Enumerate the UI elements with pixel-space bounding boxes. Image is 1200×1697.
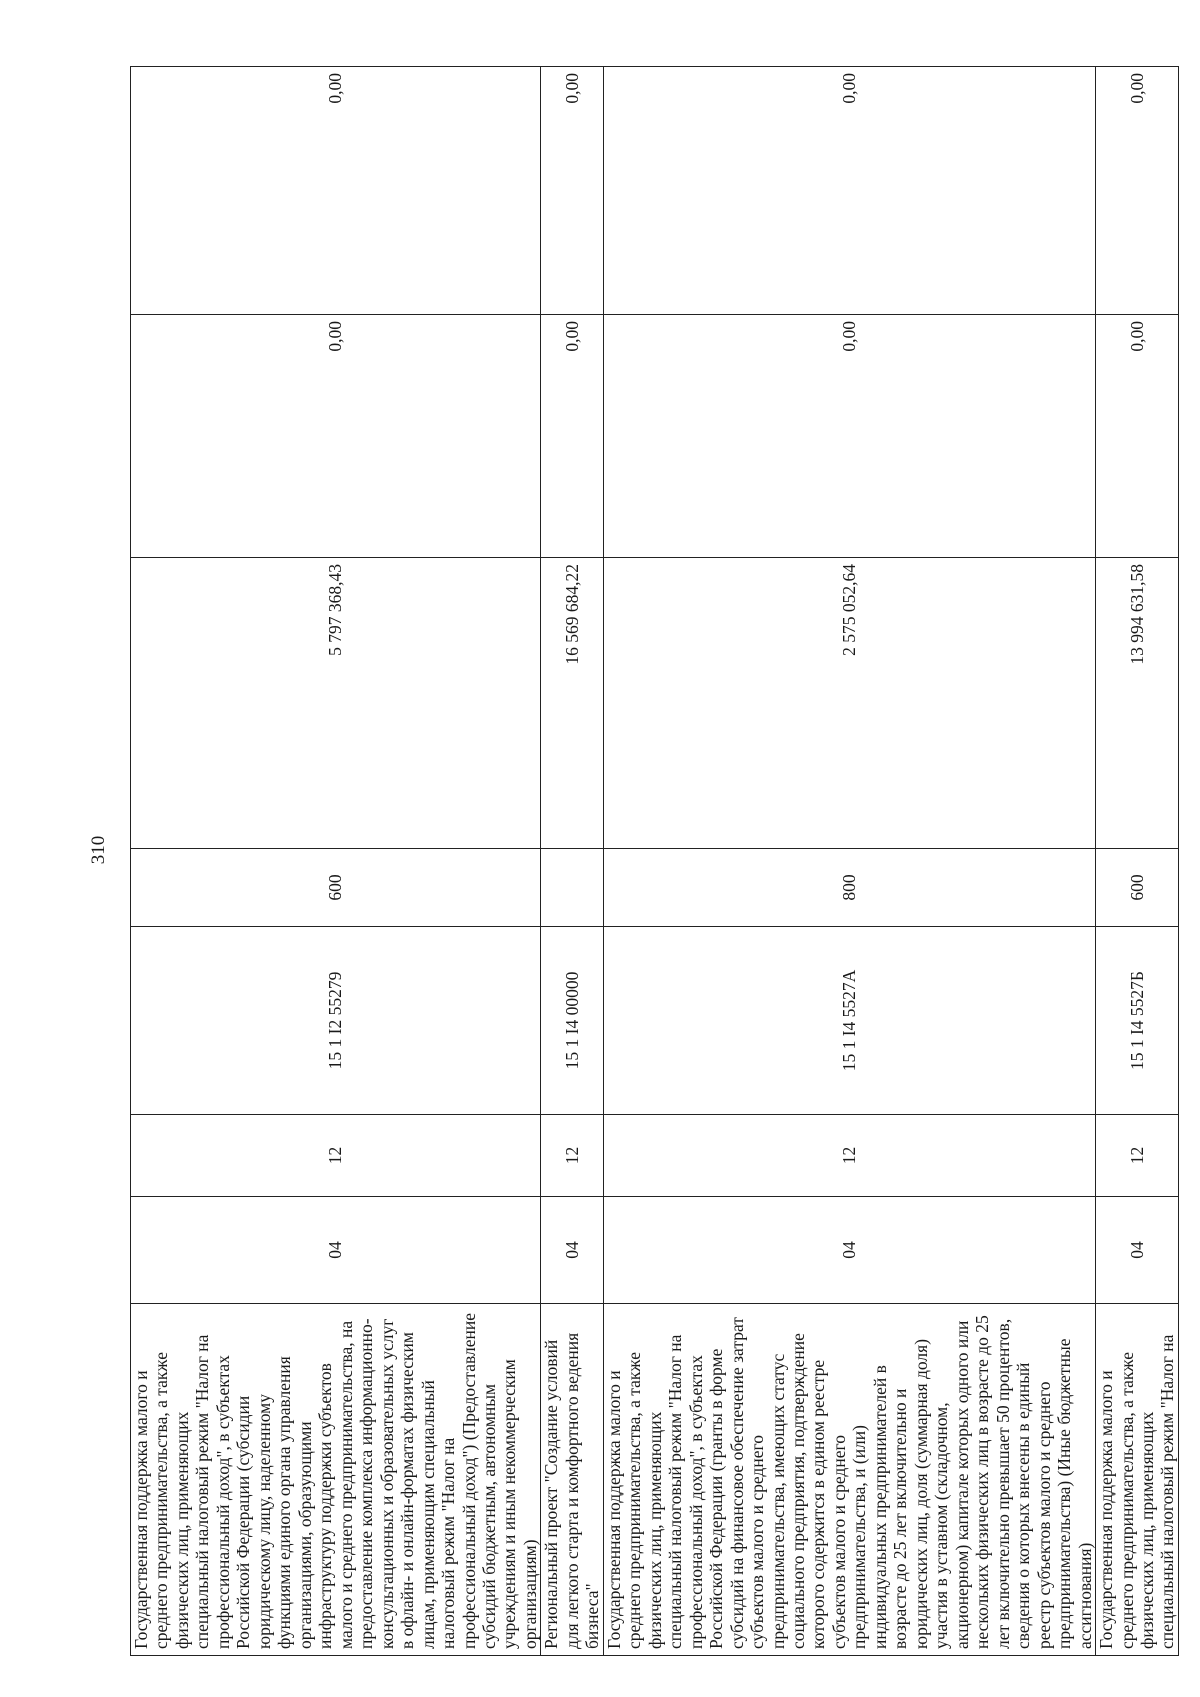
row-target-code: 15 1 I4 5527Б	[1096, 927, 1179, 1115]
row-target-code: 15 1 I4 5527А	[603, 927, 1095, 1115]
row-subsection-code: 12	[603, 1115, 1095, 1197]
row-target-code: 15 1 I2 55279	[131, 927, 541, 1115]
row-subsection-code: 12	[1096, 1115, 1179, 1197]
row-amount-1: 13 994 631,58	[1096, 558, 1179, 849]
page-number: 310	[88, 835, 109, 865]
row-amount-1: 2 575 052,64	[603, 558, 1095, 849]
row-expense-type: 800	[603, 849, 1095, 927]
table-row	[131, 67, 541, 1656]
row-section-code: 04	[541, 1197, 603, 1304]
row-amount-3: 0,00	[1096, 67, 1179, 315]
row-subsection-code: 12	[131, 1115, 541, 1197]
row-expense-type	[541, 849, 603, 927]
row-amount-2: 0,00	[603, 315, 1095, 558]
row-expense-type: 600	[131, 849, 541, 927]
row-amount-3: 0,00	[131, 67, 541, 315]
row-amount-1: 16 569 684,22	[541, 558, 603, 849]
row-description: Региональный проект "Создание условий для легкого старта и комфортного ведения бизнеса"	[541, 1304, 603, 1656]
table-row	[541, 67, 603, 1656]
row-section-code: 04	[1096, 1197, 1179, 1304]
row-amount-3: 0,00	[541, 67, 603, 315]
budget-table	[130, 66, 1179, 1656]
row-description: Государственная поддержка малого и среднего предпринимательства, а также физических лиц, применяющих специальный налоговый режим "Налог на	[1096, 1304, 1179, 1656]
row-amount-2: 0,00	[1096, 315, 1179, 558]
row-amount-2: 0,00	[541, 315, 603, 558]
row-amount-3: 0,00	[603, 67, 1095, 315]
row-description: Государственная поддержка малого и среднего предпринимательства, а также физических лиц, применяющих специальный налоговый режим "Налог на профессиональный доход", в субъектах Российской Федерации (субсидии юридическому лицу, наделенному функциями единого органа управления организациями, образующими инфраструктуру поддержки субъектов малого и среднего предпринимательства, на предоставление комплекса информационно-консультационных и образовательных услуг в офлайн- и онлайн-форматах физическим лицам, применяющим специальный налоговый режим "Налог на профессиональный доход") (Предоставление субсидий бюджетным, автономным учреждениям и иным некоммерческим организациям)	[131, 1304, 541, 1656]
row-expense-type: 600	[1096, 849, 1179, 927]
table-row	[603, 67, 1095, 1656]
row-subsection-code: 12	[541, 1115, 603, 1197]
row-target-code: 15 1 I4 00000	[541, 927, 603, 1115]
budget-table-sheet	[130, 67, 1178, 1656]
row-description: Государственная поддержка малого и среднего предпринимательства, а также физических лиц, применяющих специальный налоговый режим "Налог на профессиональный доход", в субъектах Российской Федерации (гранты в форме субсидий на финансовое обеспечение затрат субъектов малого и среднего предпринимательства, имеющих статус социального предприятия, подтверждение которого содержится в едином реестре субъектов малого и среднего предпринимательства, и (или) индивидуальных предпринимателей в возрасте до 25 лет включительно и юридических лиц, доля (суммарная доля) участия в уставном (складочном, акционерном) капитале которых одного или нескольких физических лиц в возрасте до 25 лет включительно превышает 50 процентов, сведения о которых внесены в единый реестр субъектов малого и среднего предпринимательства) (Иные бюджетные ассигнования)	[603, 1304, 1095, 1656]
row-section-code: 04	[131, 1197, 541, 1304]
row-amount-1: 5 797 368,43	[131, 558, 541, 849]
row-section-code: 04	[603, 1197, 1095, 1304]
table-row	[1096, 67, 1179, 1656]
row-amount-2: 0,00	[131, 315, 541, 558]
